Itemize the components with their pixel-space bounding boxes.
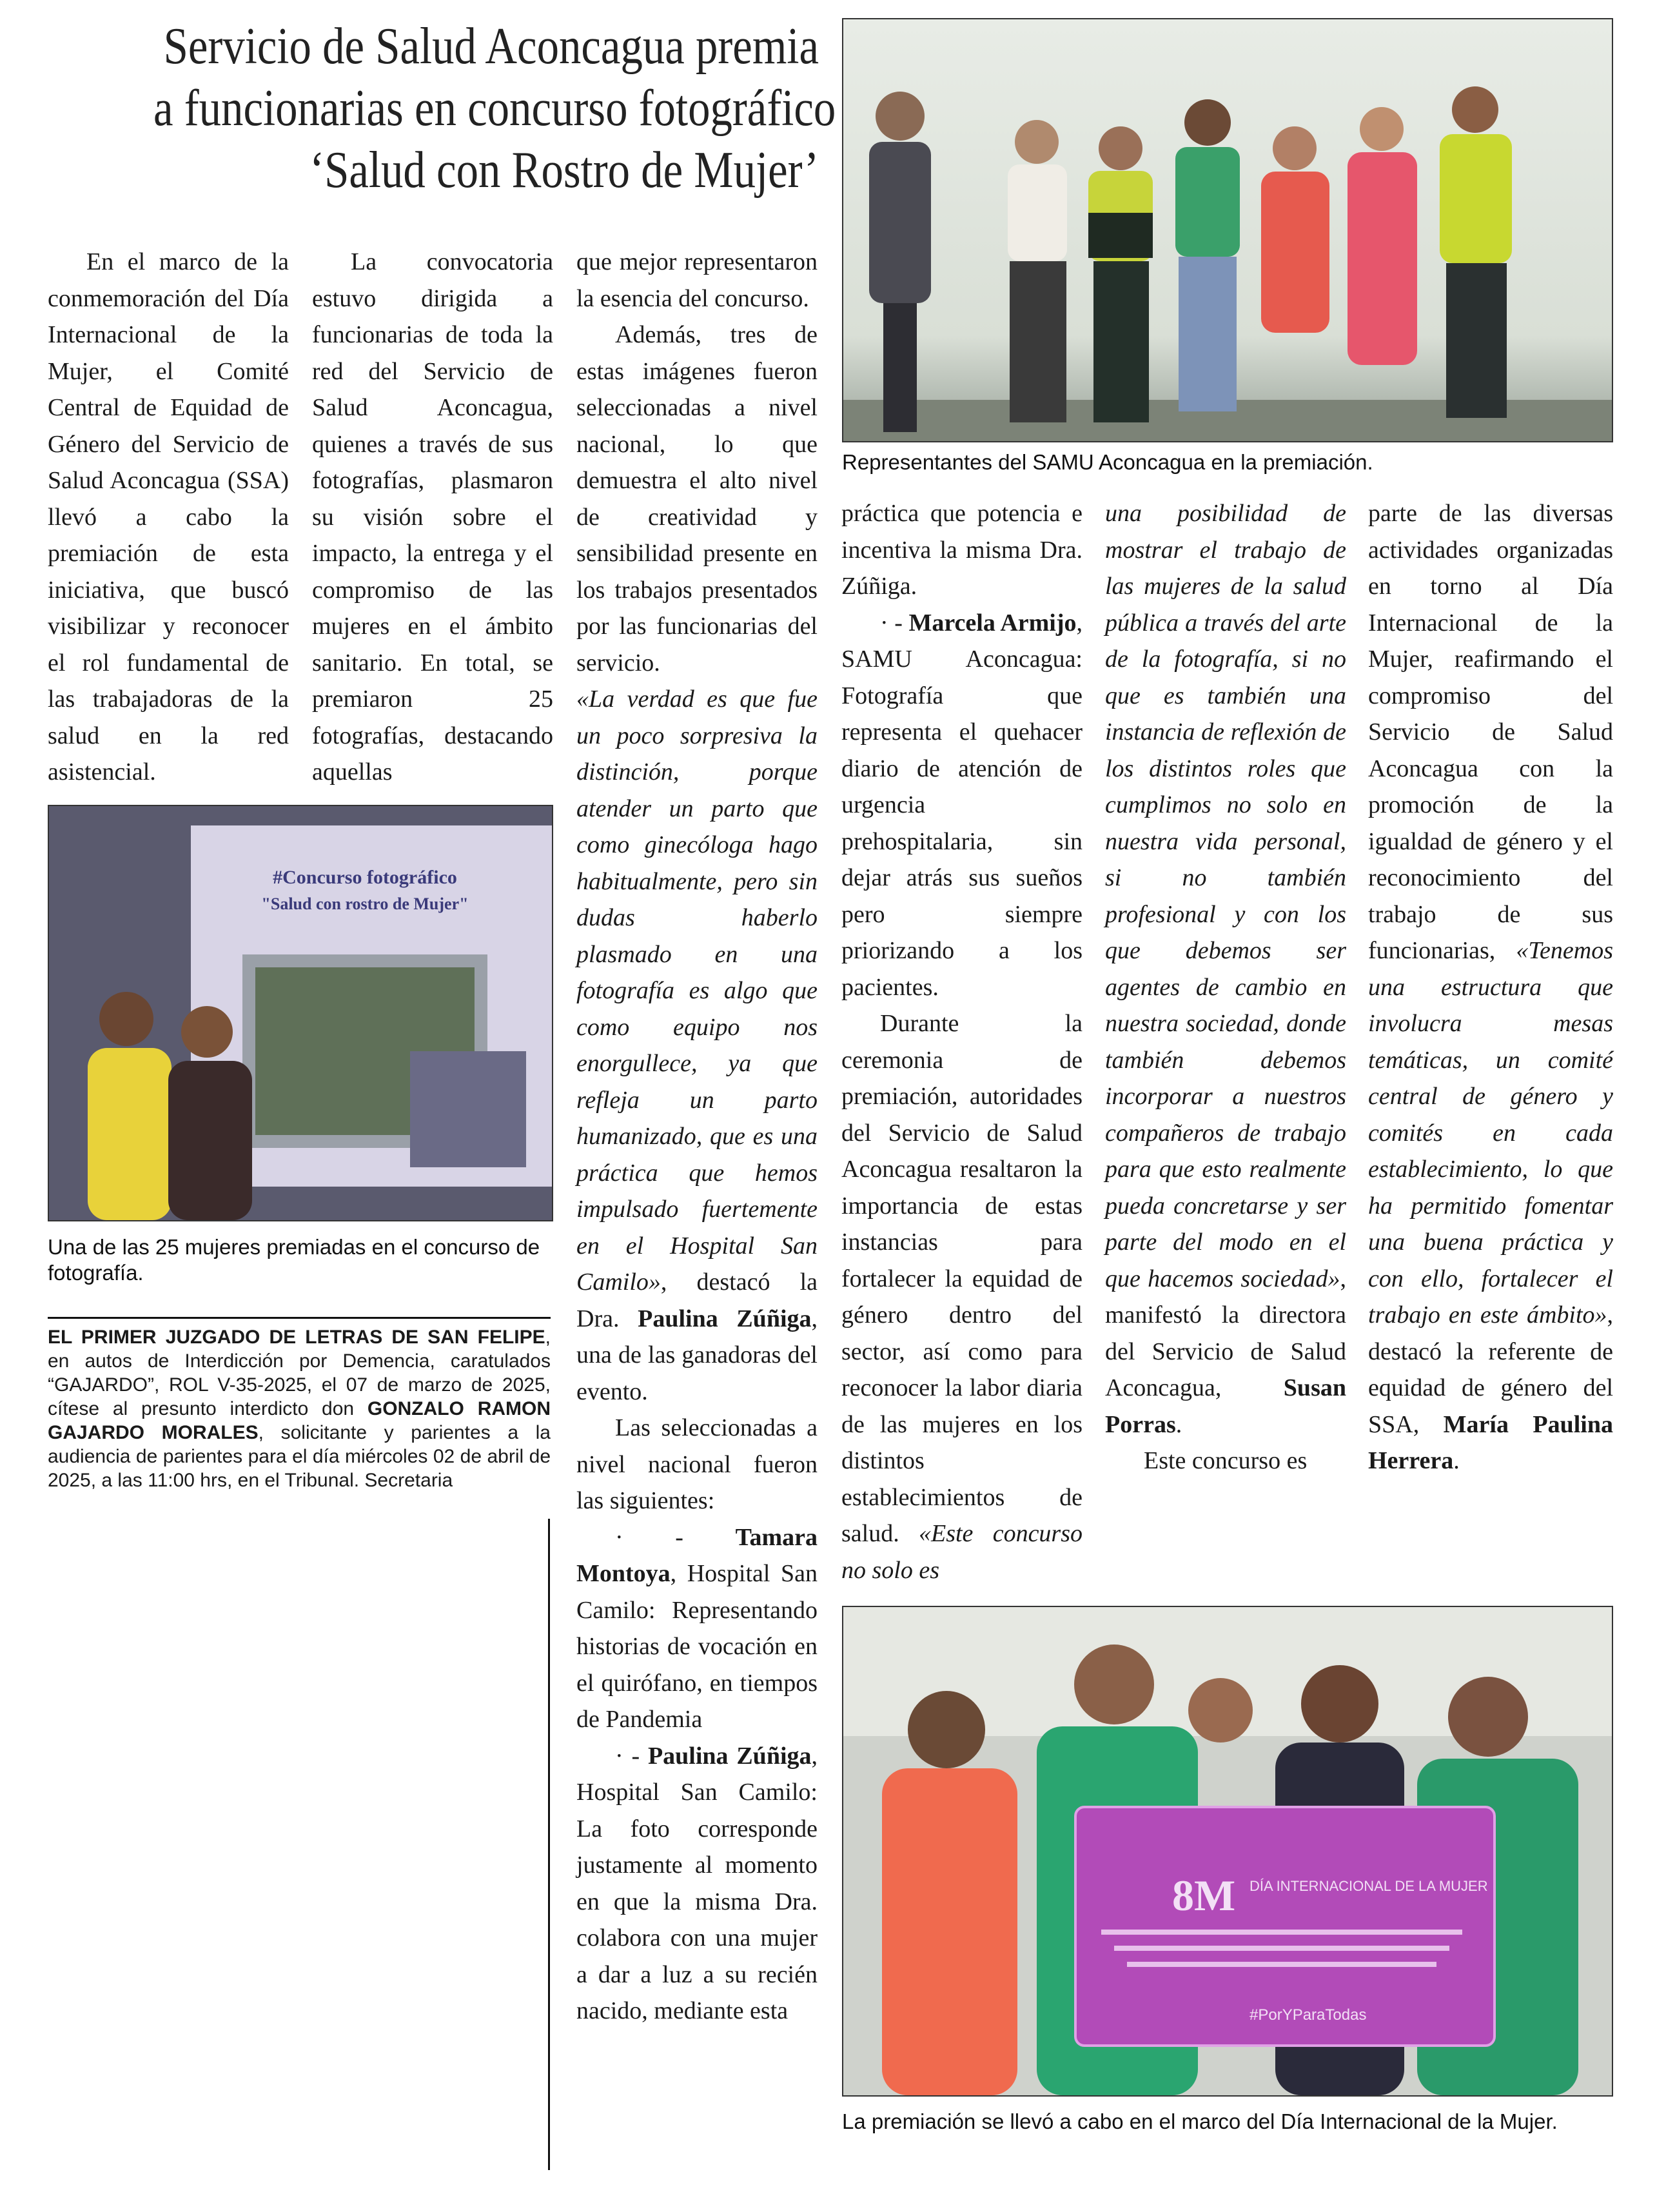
headline-line-1: Servicio de Salud Aconcagua premia bbox=[163, 18, 819, 75]
paragraph: Las seleccionadas a nivel nacional fueron las siguientes: bbox=[576, 1414, 818, 1514]
screen-title-line-1: #Concurso fotográfico bbox=[273, 867, 457, 888]
headline-line-3: ‘Salud con Rostro de Mujer’ bbox=[309, 142, 819, 199]
article-column-3 bbox=[576, 244, 818, 2029]
photo-samu-group bbox=[842, 18, 1613, 442]
column-divider bbox=[548, 1519, 550, 2170]
photo-samu-caption: Representantes del SAMU Aconcagua en la premiación. bbox=[842, 450, 1373, 474]
sign-8m: 8M bbox=[1172, 1871, 1236, 1920]
paragraph: La convocatoria estuvo dirigida a funcionarias de toda la red del Servicio de Salud Aconcagua, quienes a través de sus fotografías, plasmaron su visión sobre el impacto, la entrega y el compromiso de las mujeres en el ámbito sanitario. En total, se premiaron 25 fotografías, destacando aquellas bbox=[312, 248, 553, 785]
photo-awarded-caption: Una de las 25 mujeres premiadas en el concurso de fotografía. bbox=[48, 1235, 540, 1285]
screen-title-line-2: "Salud con rostro de Mujer" bbox=[261, 894, 469, 913]
person-name: María Paulina Herrera bbox=[1368, 1410, 1613, 1474]
sign-hashtag: #PorYParaTodas bbox=[1250, 2006, 1367, 2024]
quote: una posibilidad de mostrar el trabajo de las mujeres de la salud pública a través del arte de la fotografía, si no que es también una instancia de reflexión de los distintos roles que cumplimos no solo en nuestra vida personal, si no también profesional y con los que debemos ser agentes de cambio en nuestra sociedad, donde también debemos incorporar a nuestros compañeros de trabajo para que esto realmente pueda concretarse y ser parte del modo en el que hacemos sociedad» bbox=[1105, 500, 1346, 1292]
paragraph: Este concurso es bbox=[1144, 1447, 1308, 1474]
article-column-4 bbox=[841, 495, 1083, 1588]
quote: «Este concurso no solo es bbox=[841, 1520, 1083, 1584]
headline-line-2: a funcionarias en concurso fotográfico bbox=[153, 80, 836, 137]
photo-ceremony bbox=[842, 1606, 1613, 2097]
list-item: · - Marcela Armijo, SAMU Aconcagua: Fotografía que representa el quehacer diario de atención de urgencia prehospitalaria, sin dejar atrás sus sueños pero siempre priorizando a los pacientes. bbox=[841, 609, 1083, 1001]
article-column-5 bbox=[1105, 495, 1346, 1479]
quote-paragraph: una posibilidad de mostrar el trabajo de las mujeres de la salud pública a través del arte de la fotografía, si no que es también una instancia de reflexión de los distintos roles que cumplimos no solo en nuestra vida personal, si no también profesional y con los que debemos ser agentes de cambio en nuestra sociedad, donde también debemos incorporar a nuestros compañeros de trabajo para que esto realmente pueda concretarse y ser parte del modo en el que hacemos sociedad», manifestó la directora del Servicio de Salud Aconcagua, Susan Porras. bbox=[1105, 500, 1346, 1438]
legal-notice: EL PRIMER JUZGADO DE LETRAS DE SAN FELIPE, en autos de Interdicción por Demencia, caratulados “GAJARDO”, ROL V-35-2025, el 07 de marzo de 2025, cítese al presunto interdicto don GONZALO RAMON GAJARDO MORALES, solicitante y parientes a la audiencia de parientes para el día miércoles 02 de abril de 2025, a las 11:00 hrs, en el Tribunal. Secretaria bbox=[48, 1317, 551, 1492]
paragraph: Durante la ceremonia de premiación, autoridades del Servicio de Salud Aconcagua resaltaron la importancia de estas instancias para fortalecer la equidad de género dentro del sector, así como para reconocer la labor diaria de las mujeres en los distintos establecimientos de salud. «Este concurso no solo es bbox=[841, 1010, 1083, 1584]
article-column-6 bbox=[1368, 495, 1613, 1479]
paragraph: parte de las diversas actividades organizadas en torno al Día Internacional de la Mujer, reafirmando el compromiso del Servicio de Salud Aconcagua con la promoción de la igualdad de género y el reconocimiento del trabajo de sus funcionarias, «Tenemos una estructura que involucra mesas temáticas, un comité central de género y comités en cada establecimiento, lo que ha permitido fomentar una buena práctica y con ello, fortalecer el trabajo en este ámbito», destacó la referente de equidad de género del SSA, María Paulina Herrera. bbox=[1368, 500, 1613, 1474]
photo-ceremony-caption: La premiación se llevó a cabo en el marco del Día Internacional de la Mujer. bbox=[842, 2109, 1558, 2133]
person-name: Paulina Zúñiga bbox=[647, 1742, 812, 1770]
paragraph: práctica que potencia e incentiva la misma Dra. Zúñiga. bbox=[841, 500, 1083, 600]
sign-title: DÍA INTERNACIONAL DE LA MUJER bbox=[1250, 1878, 1488, 1894]
article-column-2 bbox=[312, 244, 553, 791]
quote: «Tenemos una estructura que involucra mesas temáticas, un comité central de género y comités en cada establecimiento, lo que ha permitido fomentar una buena práctica y con ello, fortalecer el trabajo en este ámbito» bbox=[1368, 937, 1613, 1328]
person-name: Susan Porras bbox=[1105, 1374, 1346, 1438]
person-name: Paulina Zúñiga bbox=[638, 1305, 812, 1332]
list-item: · - Tamara Montoya, Hospital San Camilo: Representando historias de vocación en el quirófano, en tiempos de Pandemia bbox=[576, 1523, 818, 1733]
quote: «La verdad es que fue un poco sorpresiva la distinción, porque atender un parto que como ginecóloga hago habitualmente, pero sin dudas haberlo plasmado en una fotografía es algo que como equipo nos enorgullece, ya que refleja un parto humanizado, que es una práctica que hemos impulsado fuertemente en el Hospital San Camilo» bbox=[576, 686, 818, 1296]
person-name: GONZALO RAMON GAJARDO MORALES bbox=[48, 1398, 551, 1443]
photo-awarded-woman bbox=[48, 805, 553, 1221]
court-name: EL PRIMER JUZGADO DE LETRAS DE SAN FELIPE bbox=[48, 1327, 545, 1348]
person-name: Marcela Armijo bbox=[908, 609, 1077, 637]
photo-awarded-woman-image bbox=[49, 806, 552, 1220]
paragraph: Además, tres de estas imágenes fueron seleccionadas a nivel nacional, lo que demuestra el alto nivel de creatividad y sensibilidad presente en los trabajos presentados por las funcionarias del servicio. bbox=[576, 321, 818, 676]
photo-samu-group-image bbox=[843, 19, 1612, 441]
list-item: · - Paulina Zúñiga, Hospital San Camilo: La foto corresponde justamente al momento en que la misma Dra. colabora con una mujer a dar a luz a su recién nacido, mediante esta bbox=[576, 1742, 818, 2024]
paragraph: En el marco de la conmemoración del Día Internacional de la Mujer, el Comité Central de Equidad de Género del Servicio de Salud Aconcagua (SSA) llevó a cabo la premiación de esta iniciativa, que buscó visibilizar y reconocer el rol fundamental de las trabajadoras de la salud en la red asistencial. bbox=[48, 248, 289, 785]
headline bbox=[153, 15, 836, 201]
quote-paragraph: «La verdad es que fue un poco sorpresiva la distinción, porque atender un parto que como ginecóloga hago habitualmente, pero sin dudas haberlo plasmado en una fotografía es algo que como equipo nos enorgullece, ya que refleja un parto humanizado, que es una práctica que hemos impulsado fuertemente en el Hospital San Camilo», destacó la Dra. Paulina Zúñiga, una de las ganadoras del evento. bbox=[576, 686, 818, 1405]
article-column-1 bbox=[48, 244, 289, 791]
person-name: Tamara Montoya bbox=[576, 1523, 818, 1587]
paragraph: que mejor representaron la esencia del concurso. bbox=[576, 248, 818, 312]
photo-ceremony-image bbox=[843, 1607, 1612, 2095]
